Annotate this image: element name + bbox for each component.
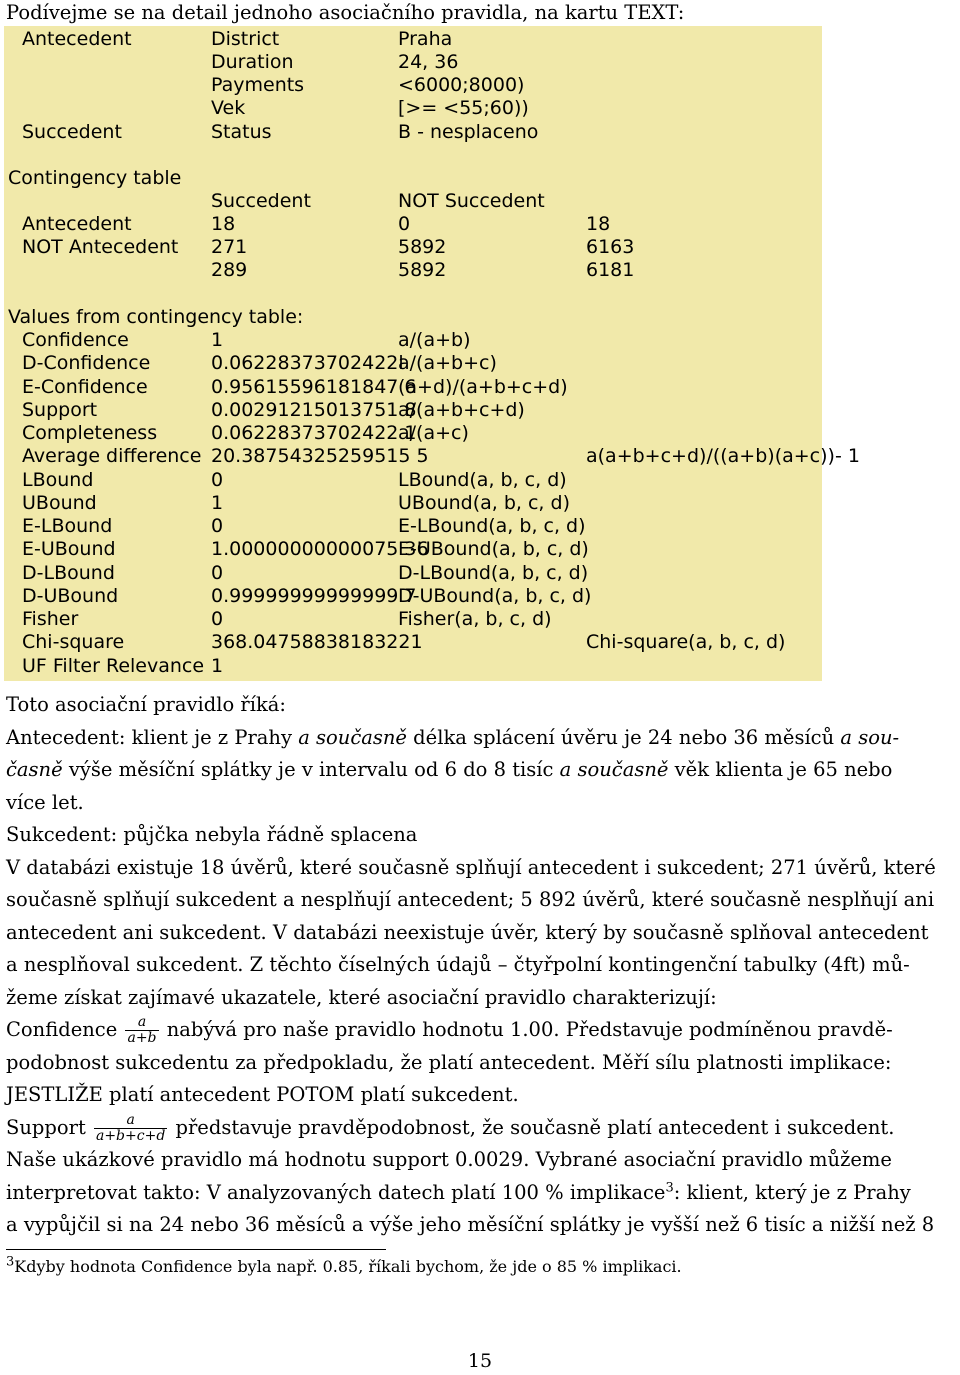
measure-value: 1.00000000000075 36 [211,538,429,560]
ct-row-label: NOT Antecedent [22,236,179,258]
measure-value: 0 [211,608,224,630]
paragraph: a nesplňoval sukcedent. Z těchto číselných údajů – čtyřpolní kontingenční tabulky (4ft) mů- [6,953,910,976]
measure-formula: (a+d)/(a+b+c+d) [398,376,568,398]
measure-name: UF Filter Relevance [22,655,205,677]
ct-header: NOT Succedent [398,190,545,212]
measure-name: Confidence [22,329,129,351]
attr-value: 24, 36 [398,51,459,73]
paragraph: Naše ukázkové pravidlo má hodnotu support 0.0029. Vybrané asociační pravidlo můžeme [6,1148,892,1171]
measure-formula: UBound(a, b, c, d) [398,492,570,514]
contingency-title: Contingency table [8,167,182,189]
antecedent-label: Antecedent [22,28,132,50]
paragraph: JESTLIŽE platí antecedent POTOM platí sukcedent. [6,1083,519,1106]
footnote-ref: 3 [665,1180,674,1196]
ct-header: Succedent [211,190,311,212]
measure-name: E-Confidence [22,376,148,398]
footnote-rule [6,1249,386,1250]
succedent-label: Succedent [22,121,122,143]
measure-name: D-LBound [22,562,115,584]
ct-cell: 6181 [586,259,635,281]
attr-value: [>= <55;60)) [398,97,529,119]
paragraph: interpretovat takto: V analyzovaných datech platí 100 % implikace$^3$: klient, který je z Prahy [6,1180,911,1204]
measure-name: Support [22,399,98,421]
measure-name: Chi-square [22,631,125,653]
paragraph: Sukcedent: půjčka nebyla řádně splacena [6,823,418,846]
measure-value: 0.06228373702422 1 [211,422,417,444]
attr-name: Vek [211,97,246,119]
measure-name: D-UBound [22,585,119,607]
attr-name: Payments [211,74,305,96]
measure-value: 1 [211,329,224,351]
page-number: 15 [467,1350,493,1372]
measure-value: 0.00291215013751 8 [211,399,417,421]
measure-formula: E-LBound(a, b, c, d) [398,515,586,537]
measure-value: 20.38754325259515 5 [211,445,429,467]
paragraph: více let. [6,791,84,814]
measure-name: LBound [22,469,94,491]
measure-formula: D-UBound(a, b, c, d) [398,585,592,607]
ct-row-label: Antecedent [22,213,132,235]
measure-formula: a/(a+c) [398,422,469,444]
paragraph: a vypůjčil si na 24 nebo 36 měsíců a výše jeho měsíční splátky je vyšší než 6 tisíc a nižší než 8 [6,1213,935,1236]
measure-formula: E-UBound(a, b, c, d) [398,538,589,560]
ct-cell: 0 [398,213,411,235]
ct-cell: 289 [211,259,248,281]
paragraph: V databázi existuje 18 úvěrů, které současně splňují antecedent i sukcedent; 271 úvěrů, které [6,856,936,879]
measure-name: E-LBound [22,515,113,537]
confidence-fraction: $\frac{a}{a+b}$ [127,1014,157,1046]
attr-name: District [211,28,280,50]
measure-value: 1 [211,655,224,677]
ct-cell: 271 [211,236,248,258]
measure-name: Completeness [22,422,158,444]
attr-name: Status [211,121,272,143]
measure-value: 0.99999999999999 7 [211,585,417,607]
paragraph: časně výše měsíční splátky je v intervalu od 6 do 8 tisíc a současně věk klienta je 65 nebo [6,758,893,781]
support-fraction: $\frac{a}{a+b+c+d}$ [95,1112,166,1144]
measure-formula: Fisher(a, b, c, d) [398,608,552,630]
ct-cell: 5892 [398,236,447,258]
paragraph: Antecedent: klient je z Prahy a současně délka splácení úvěru je 24 nebo 36 měsíců a sou- [6,726,900,749]
text-card-panel [4,26,860,681]
measure-name: E-UBound [22,538,116,560]
ct-cell: 5892 [398,259,447,281]
measure-value: 0.95615596181847 6 [211,376,417,398]
intro-text: Podívejme se na detail jednoho asociačního pravidla, na kartu TEXT: [6,1,685,24]
paragraph: Toto asociační pravidlo říká: [6,693,286,716]
measure-formula: Chi-square(a, b, c, d) [586,631,786,653]
values-title: Values from contingency table: [8,306,304,328]
measure-value: 368.04758838183221 [211,631,423,653]
ct-cell: 18 [586,213,611,235]
measure-value: 0.06228373702422l [211,352,404,374]
measure-formula: a/(a+b+c+d) [398,399,525,421]
measure-formula: D-LBound(a, b, c, d) [398,562,589,584]
measure-name: Fisher [22,608,79,630]
attr-value: <6000;8000) [398,74,525,96]
measure-formula: a(a+b+c+d)/((a+b)(a+c))- 1 [586,445,860,467]
measure-name: D-Confidence [22,352,151,374]
measure-formula: a/(a+b+c) [398,352,497,374]
paragraph: podobnost sukcedentu za předpokladu, že platí antecedent. Měří sílu platnosti implikace: [6,1051,892,1074]
paragraph: žeme získat zajímavé ukazatele, které asociační pravidlo charakterizují: [6,986,717,1009]
paragraph: Support $\frac{a}{a+b+c+d}$ představuje pravděpodobnost, že současně platí antecedent i sukcedent. [6,1112,895,1144]
measure-name: UBound [22,492,97,514]
measure-value: 1 [211,492,224,514]
measure-value: 0 [211,515,224,537]
measure-formula: LBound(a, b, c, d) [398,469,567,491]
attr-value: B - nesplaceno [398,121,539,143]
paragraph: antecedent ani sukcedent. V databázi neexistuje úvěr, který by současně splňoval antecedent [6,921,929,944]
footnote: $^3$Kdyby hodnota Confidence byla např. 0.85, říkali bychom, že jde o 85 % implikaci. [6,1254,682,1276]
measure-name: Average difference [22,445,202,467]
measure-formula: a/(a+b) [398,329,471,351]
ct-cell: 18 [211,213,236,235]
ct-cell: 6163 [586,236,635,258]
measure-value: 0 [211,562,224,584]
paragraph: současně splňují sukcedent a nesplňují antecedent; 5 892 úvěrů, které současně nesplňují ani [6,888,935,911]
attr-value: Praha [398,28,453,50]
measure-value: 0 [211,469,224,491]
paragraph: Confidence $\frac{a}{a+b}$ nabývá pro naše pravidlo hodnotu 1.00. Představuje podmíněnou pravdě- [6,1014,893,1046]
attr-name: Duration [211,51,294,73]
